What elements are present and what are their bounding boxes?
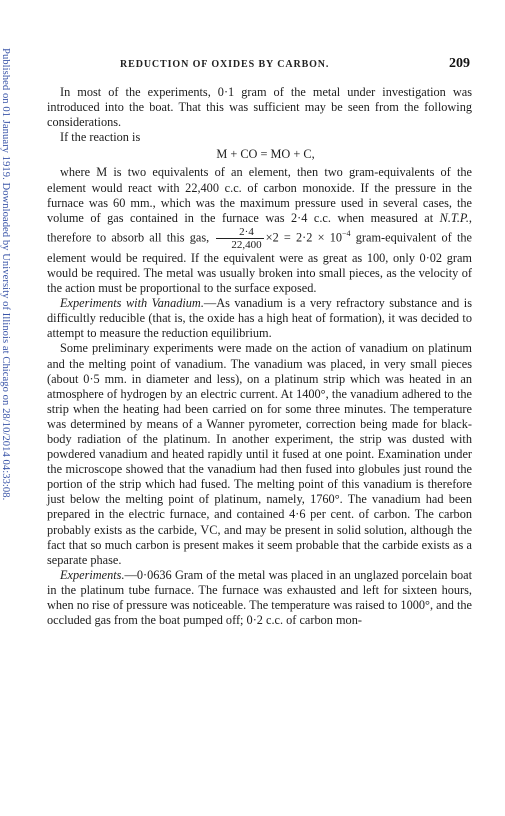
paragraph-experiments — [47, 568, 472, 628]
article-body — [47, 85, 472, 628]
calc-exponent: −4 — [342, 229, 351, 239]
experiments-text: —0·0636 Gram of the metal was placed in an unglazed porcelain boat in the platinum tube furnace. The furnace was exhausted and left for sixteen hours, when no rise of pressure was noticeable. The temperature was raised to 1000°, and the occluded gas from the boat pumped off; 0·2 c.c. of carbon mon- — [47, 567, 472, 628]
calc-text-2: , therefore to absorb all this gas, — [47, 210, 472, 245]
fraction-denominator: 22,400 — [231, 238, 262, 251]
ntp-abbrev: N.T.P. — [439, 210, 469, 225]
page-header — [60, 57, 470, 73]
calc-text-3: of the element would be required. If the equivalent were as great as 100, only 0·02 gram would be required. The metal was usually broken into small pieces, as the velocity of the action must be proportional to the surface exposed. — [47, 230, 472, 296]
download-watermark — [0, 0, 22, 816]
fraction-numerator: 2·4 — [216, 226, 263, 239]
paragraph-reaction-intro: If the reaction is — [60, 130, 141, 145]
vanadium-intro-text: —As vanadium is a very refractory substance and is difficultly reducible (that is, the oxide has a high heat of formation), it was decided to attempt to measure the reduction equilibrium. — [47, 296, 472, 341]
section-heading-experiments: Experiments. — [60, 567, 125, 582]
calc-multiplier: ×2 = 2·2 × 10 — [265, 230, 343, 245]
section-heading-vanadium: Experiments with Vanadium. — [60, 296, 204, 311]
calc-text-1: where M is two equivalents of an element, then two gram-equivalents of the element would react with 22,400 c.c. of carbon monoxide. If the pressure in the furnace was 60 mm., which was the maximum pressure used in several cases, the volume of gas contained in the furnace was 2·4 c.c. when measured at — [47, 165, 472, 225]
running-head: REDUCTION OF OXIDES BY CARBON. — [120, 59, 330, 70]
paragraph-preliminary-experiments: Some preliminary experiments were made on the action of vanadium on platinum and the melting point of vanadium. The vanadium was placed, in very small pieces (about 0·5 mm. in diameter and less), on a platinum strip which was heated in an atmosphere of hydrogen by an electric current. At 1400°, the vanadium adhered to the strip when the heating had been carried on for some three minutes. The temperature was determined by means of a Wanner pyrometer, correction being made for black-body radiation of the platinum. In another experiment, the strip was dusted with powdered vanadium and heated rapidly until it fused at one point. Examination under the microscope showed that the vanadium had then fused into globules just round the portion of the strip which had fused. The melting point of this vanadium is therefore just below the melting point of platinum, namely, 1760°. The vanadium had been prepared in the electric furnace, and contained 4·6 per cent. of carbon. The carbon probably exists as the carbide, VC, and may be present in solid solution, although the fact that so much carbon is present makes it seem probable that the carbide exists as a separate phase. — [47, 341, 472, 567]
download-watermark-text: Published on 01 January 1919. Downloaded by University of Illinois at Chicago on 28/10/2014 04:33:08. — [0, 48, 11, 501]
calc-unit: gram-equivalent — [350, 230, 437, 245]
page-number: 209 — [449, 56, 470, 71]
paragraph-gas-calculation — [47, 165, 472, 296]
reaction-equation: M + CO = MO + C, — [216, 147, 315, 162]
paragraph-sample-size: In most of the experiments, 0·1 gram of the metal under investigation was introduced into the boat. That this was sufficient may be seen from the following considerations. — [47, 85, 472, 130]
volume-fraction — [216, 226, 263, 251]
paragraph-vanadium-intro — [47, 296, 472, 341]
